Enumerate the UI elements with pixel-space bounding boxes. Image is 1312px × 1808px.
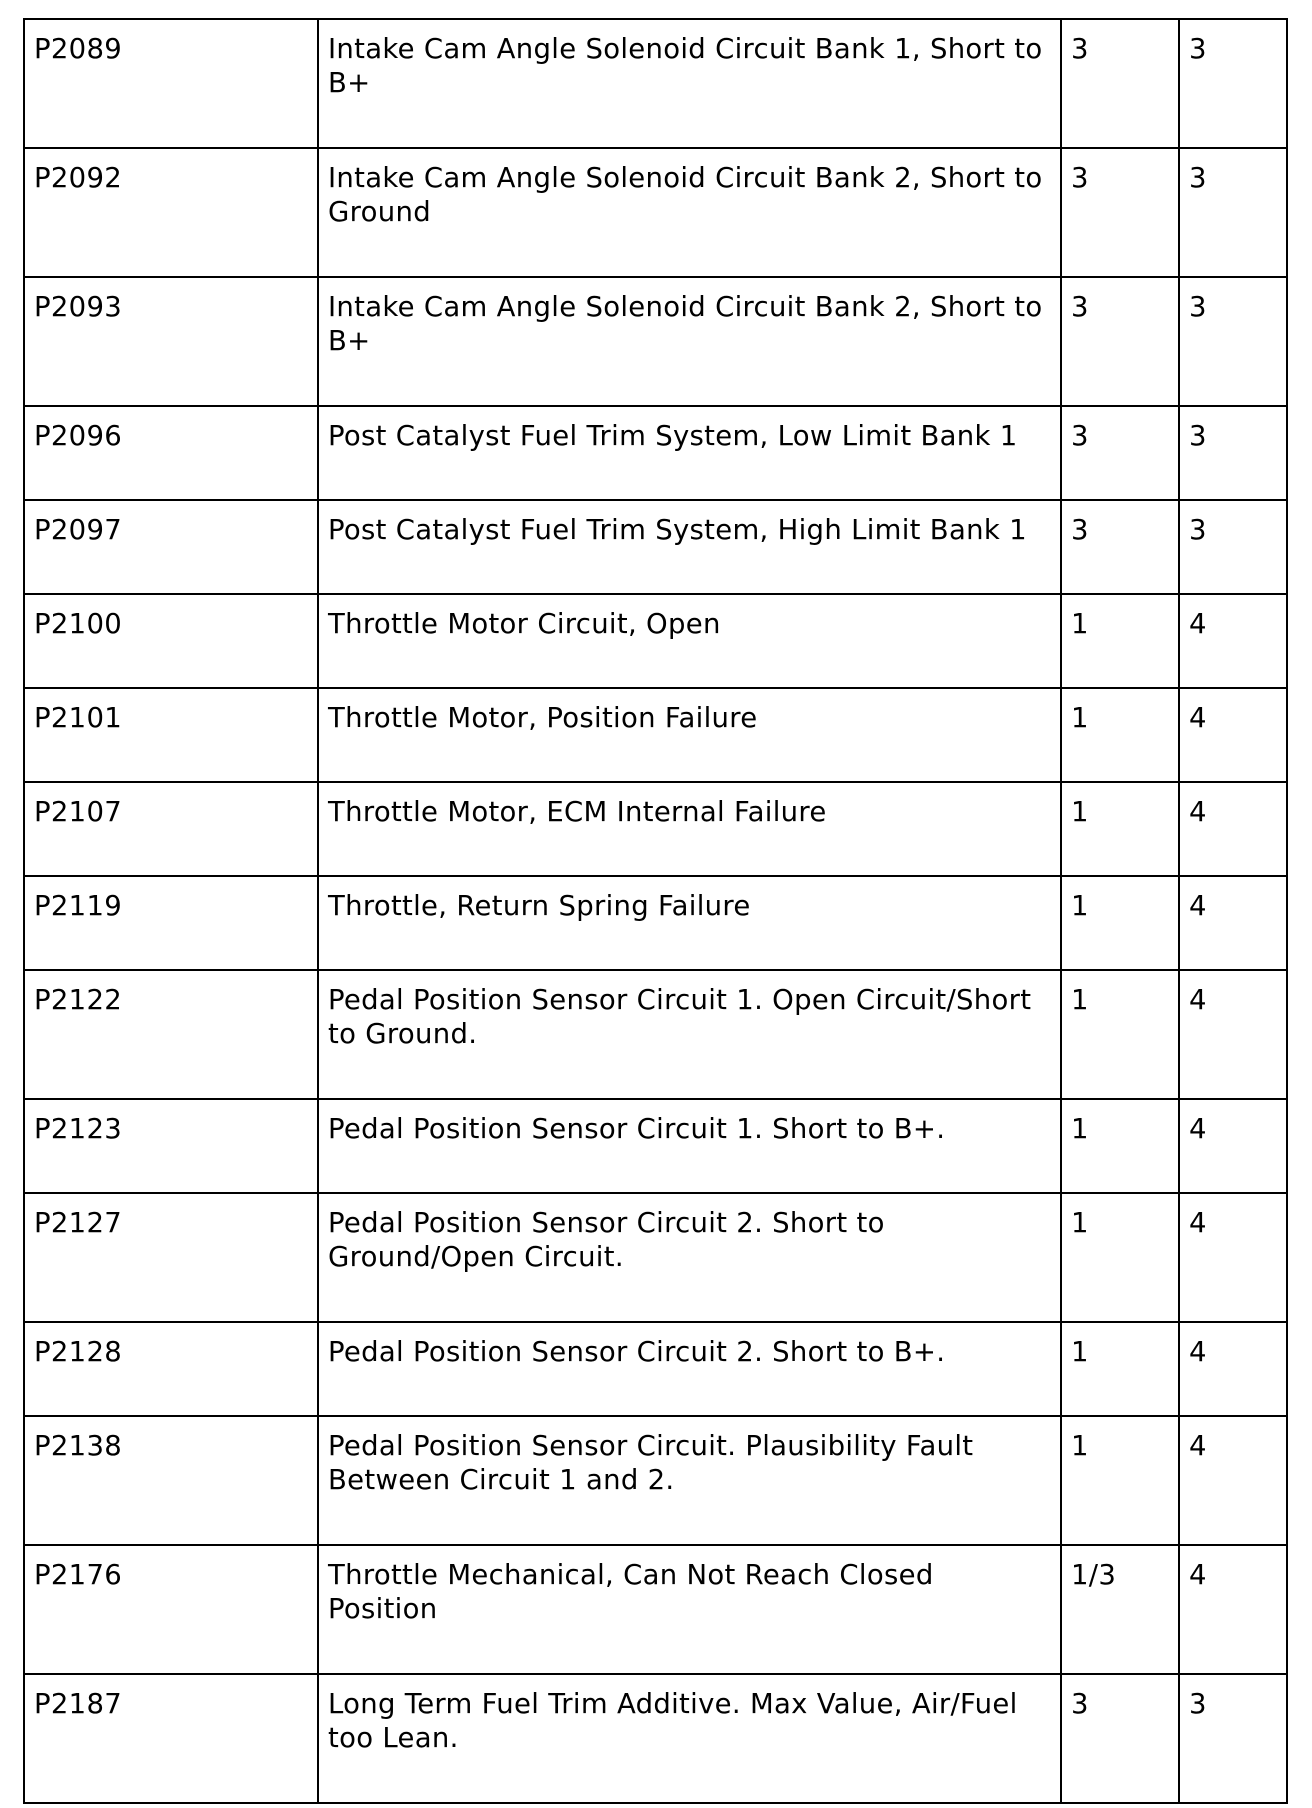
dtc-description-cell: Pedal Position Sensor Circuit 1. Short to B+.	[318, 1099, 1061, 1193]
table-row	[24, 1674, 1287, 1803]
table-row	[24, 1099, 1287, 1193]
dtc-description-cell: Throttle Motor, Position Failure	[318, 688, 1061, 782]
dtc-col4-cell: 3	[1179, 500, 1287, 594]
dtc-col3-cell: 1	[1061, 1099, 1179, 1193]
dtc-table	[23, 18, 1288, 1804]
dtc-code-cell: P2128	[24, 1322, 318, 1416]
dtc-col3-cell: 1	[1061, 594, 1179, 688]
dtc-code-cell: P2127	[24, 1193, 318, 1322]
dtc-code-cell: P2100	[24, 594, 318, 688]
dtc-description-cell: Pedal Position Sensor Circuit 2. Short to B+.	[318, 1322, 1061, 1416]
table-row	[24, 500, 1287, 594]
table-row	[24, 1193, 1287, 1322]
dtc-table-body	[24, 19, 1287, 1803]
dtc-description-cell: Intake Cam Angle Solenoid Circuit Bank 1, Short to B+	[318, 19, 1061, 148]
table-row	[24, 406, 1287, 500]
dtc-description-cell: Intake Cam Angle Solenoid Circuit Bank 2, Short to Ground	[318, 148, 1061, 277]
dtc-col4-cell: 4	[1179, 970, 1287, 1099]
dtc-code-cell: P2187	[24, 1674, 318, 1803]
table-row	[24, 688, 1287, 782]
dtc-description-cell: Throttle, Return Spring Failure	[318, 876, 1061, 970]
table-row	[24, 782, 1287, 876]
dtc-description-cell: Intake Cam Angle Solenoid Circuit Bank 2, Short to B+	[318, 277, 1061, 406]
dtc-code-cell: P2176	[24, 1545, 318, 1674]
dtc-col3-cell: 1	[1061, 1322, 1179, 1416]
dtc-description-cell: Pedal Position Sensor Circuit. Plausibility Fault Between Circuit 1 and 2.	[318, 1416, 1061, 1545]
dtc-col3-cell: 1	[1061, 876, 1179, 970]
dtc-description-cell: Long Term Fuel Trim Additive. Max Value, Air/Fuel too Lean.	[318, 1674, 1061, 1803]
dtc-col4-cell: 3	[1179, 19, 1287, 148]
table-row	[24, 970, 1287, 1099]
table-row	[24, 148, 1287, 277]
dtc-col4-cell: 4	[1179, 1416, 1287, 1545]
dtc-description-cell: Throttle Mechanical, Can Not Reach Closed Position	[318, 1545, 1061, 1674]
dtc-code-cell: P2092	[24, 148, 318, 277]
dtc-col4-cell: 3	[1179, 277, 1287, 406]
dtc-description-cell: Post Catalyst Fuel Trim System, Low Limit Bank 1	[318, 406, 1061, 500]
dtc-col3-cell: 1	[1061, 782, 1179, 876]
dtc-code-cell: P2123	[24, 1099, 318, 1193]
dtc-col3-cell: 1	[1061, 1416, 1179, 1545]
dtc-description-cell: Throttle Motor, ECM Internal Failure	[318, 782, 1061, 876]
dtc-col4-cell: 4	[1179, 1322, 1287, 1416]
dtc-col3-cell: 3	[1061, 406, 1179, 500]
dtc-col3-cell: 3	[1061, 500, 1179, 594]
dtc-col3-cell: 1/3	[1061, 1545, 1179, 1674]
dtc-code-cell: P2089	[24, 19, 318, 148]
dtc-col3-cell: 3	[1061, 1674, 1179, 1803]
table-row	[24, 1322, 1287, 1416]
dtc-code-cell: P2119	[24, 876, 318, 970]
dtc-description-cell: Post Catalyst Fuel Trim System, High Limit Bank 1	[318, 500, 1061, 594]
dtc-code-cell: P2101	[24, 688, 318, 782]
table-row	[24, 1416, 1287, 1545]
dtc-col4-cell: 4	[1179, 876, 1287, 970]
dtc-description-cell: Pedal Position Sensor Circuit 2. Short to Ground/Open Circuit.	[318, 1193, 1061, 1322]
dtc-col3-cell: 1	[1061, 1193, 1179, 1322]
dtc-col4-cell: 4	[1179, 594, 1287, 688]
dtc-col4-cell: 4	[1179, 1193, 1287, 1322]
dtc-code-cell: P2107	[24, 782, 318, 876]
dtc-col3-cell: 1	[1061, 688, 1179, 782]
dtc-col4-cell: 4	[1179, 1545, 1287, 1674]
dtc-code-cell: P2093	[24, 277, 318, 406]
dtc-description-cell: Pedal Position Sensor Circuit 1. Open Circuit/Short to Ground.	[318, 970, 1061, 1099]
dtc-col3-cell: 3	[1061, 19, 1179, 148]
table-row	[24, 594, 1287, 688]
table-row	[24, 277, 1287, 406]
dtc-description-cell: Throttle Motor Circuit, Open	[318, 594, 1061, 688]
dtc-col4-cell: 3	[1179, 148, 1287, 277]
dtc-col4-cell: 3	[1179, 406, 1287, 500]
table-row	[24, 19, 1287, 148]
dtc-code-cell: P2122	[24, 970, 318, 1099]
dtc-code-cell: P2097	[24, 500, 318, 594]
dtc-col4-cell: 4	[1179, 782, 1287, 876]
dtc-code-cell: P2096	[24, 406, 318, 500]
dtc-col4-cell: 4	[1179, 688, 1287, 782]
dtc-col3-cell: 3	[1061, 277, 1179, 406]
dtc-code-cell: P2138	[24, 1416, 318, 1545]
table-row	[24, 876, 1287, 970]
dtc-col4-cell: 3	[1179, 1674, 1287, 1803]
dtc-col4-cell: 4	[1179, 1099, 1287, 1193]
table-row	[24, 1545, 1287, 1674]
dtc-col3-cell: 1	[1061, 970, 1179, 1099]
dtc-col3-cell: 3	[1061, 148, 1179, 277]
